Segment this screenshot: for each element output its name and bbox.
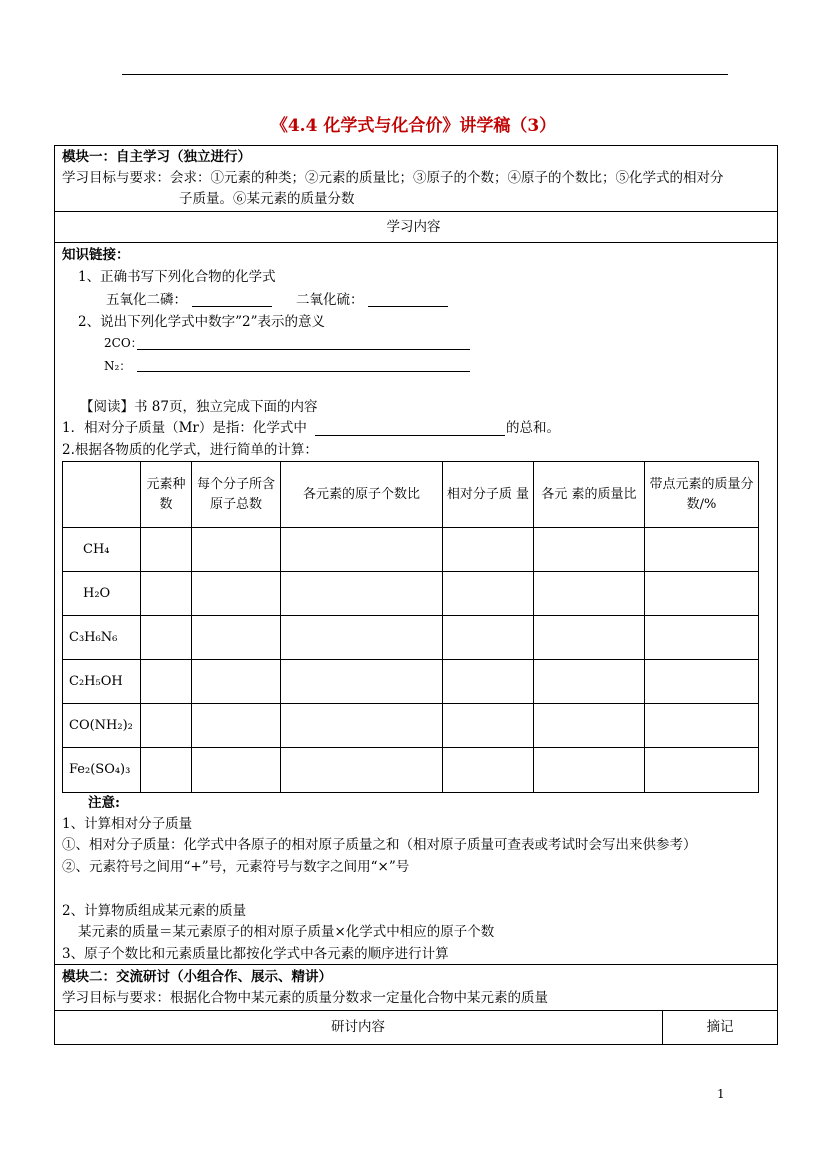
reading-line: 【阅读】书 87页，独立完成下面的内容 [80,399,318,415]
note-2a: 某元素的质量＝某元素原子的相对原子质量×化学式中相应的原子个数 [78,924,495,940]
module2-divider [54,1010,778,1011]
header-rule [122,74,728,75]
table-header-row [63,462,759,528]
header-relative-mass: 相对分子质 量 [443,462,534,528]
module1-goal-line2: 子质量。⑥某元素的质量分数 [179,191,355,207]
cell[interactable] [141,660,192,704]
cell[interactable] [192,748,281,793]
table-row [63,572,759,616]
header-mass-ratio: 各元 素的质量比 [534,462,645,528]
cell[interactable] [192,704,281,748]
cell[interactable] [192,572,281,616]
row-formula: CH₄ [63,528,141,572]
note-1b: ②、元素符号之间用“+”号，元素符号与数字之间用“×”号 [62,859,410,875]
table-row [63,616,759,660]
cell[interactable] [141,572,192,616]
cell[interactable] [192,528,281,572]
cell[interactable] [534,704,645,748]
module1-goal-line1: 学习目标与要求：会求：①元素的种类；②元素的质量比；③原子的个数；④原子的个数比；⑤化学式的相对分 [62,170,724,186]
cell[interactable] [534,616,645,660]
table-row [63,528,759,572]
cell[interactable] [192,616,281,660]
cell[interactable] [281,528,443,572]
knowledge-q1-b: 二氧化硫： [296,292,364,308]
reading-item1-post: 的总和。 [506,420,560,436]
answer-line-2co[interactable] [137,349,470,350]
row-formula: Fe₂(SO₄)₃ [63,748,141,793]
cell[interactable] [443,528,534,572]
discussion-content-header: 研讨内容 [331,1019,385,1035]
cell[interactable] [141,616,192,660]
cell[interactable] [534,572,645,616]
cell[interactable] [645,748,759,793]
content-header: 学习内容 [386,219,441,235]
row-formula: CO(NH₂)₂ [63,704,141,748]
note-3: 3、原子个数比和元素质量比都按化学式中各元素的顺序进行计算 [62,946,449,962]
knowledge-q1: 1、正确书写下列化合物的化学式 [78,269,276,285]
cell[interactable] [281,748,443,793]
module1-divider [54,211,778,212]
answer-line-p2o5[interactable] [192,306,272,307]
knowledge-heading: 知识链接： [62,247,130,263]
answer-line-mr[interactable] [315,435,505,436]
cell[interactable] [281,660,443,704]
page-title: 《4.4 化学式与化合价》讲学稿（3） [270,116,557,136]
header-mass-fraction: 带点元素的质量分数/% [645,462,759,528]
note-1: 1、计算相对分子质量 [62,816,193,832]
cell[interactable] [645,572,759,616]
cell[interactable] [443,748,534,793]
cell[interactable] [281,616,443,660]
notes-heading: 注意: [88,795,120,811]
table-row [63,748,759,793]
row-formula: C₃H₆N₆ [63,616,141,660]
cell[interactable] [141,528,192,572]
cell[interactable] [534,660,645,704]
cell[interactable] [141,704,192,748]
answer-line-n2[interactable] [137,371,470,372]
table-row [63,660,759,704]
cell[interactable] [645,528,759,572]
cell[interactable] [645,704,759,748]
cell[interactable] [281,572,443,616]
reading-item2: 2.根据各物质的化学式，进行简单的计算： [62,442,318,458]
header-element-count: 元素种数 [141,462,192,528]
answer-line-so2[interactable] [368,306,448,307]
cell[interactable] [534,528,645,572]
header-atom-total: 每个分子所含原子总数 [192,462,281,528]
cell[interactable] [534,748,645,793]
cell[interactable] [141,748,192,793]
cell[interactable] [645,616,759,660]
cell[interactable] [281,704,443,748]
knowledge-q1-a: 五氧化二磷： [106,292,187,308]
knowledge-q2: 2、说出下列化学式中数字”2”表示的意义 [78,314,325,330]
cell[interactable] [443,616,534,660]
module2-goal: 学习目标与要求：根据化合物中某元素的质量分数求一定量化合物中某元素的质量 [62,990,548,1006]
module2-heading: 模块二：交流研讨（小组合作、展示、精讲） [62,969,332,985]
row-formula: H₂O [63,572,141,616]
calc-table [62,461,759,793]
cell[interactable] [645,660,759,704]
cell[interactable] [443,572,534,616]
header-blank [63,462,141,528]
header-atom-ratio: 各元素的原子个数比 [281,462,443,528]
note-1a: ①、相对分子质量：化学式中各原子的相对原子质量之和（相对原子质量可查表或考试时会写出来供参考） [62,837,697,853]
page-number: 1 [717,1087,725,1101]
table-row [63,704,759,748]
knowledge-q2-a: 2CO： [104,336,143,350]
note-2: 2、计算物质组成某元素的质量 [62,903,247,919]
row-formula: C₂H₅OH [63,660,141,704]
cell[interactable] [443,704,534,748]
cell[interactable] [192,660,281,704]
knowledge-q2-b: N₂： [104,359,132,373]
reading-item1-pre: 1．相对分子质量（Mr）是指：化学式中 [62,420,307,436]
module1-heading: 模块一：自主学习（独立进行） [62,149,251,165]
cell[interactable] [443,660,534,704]
notes-column-header: 摘记 [706,1019,734,1035]
